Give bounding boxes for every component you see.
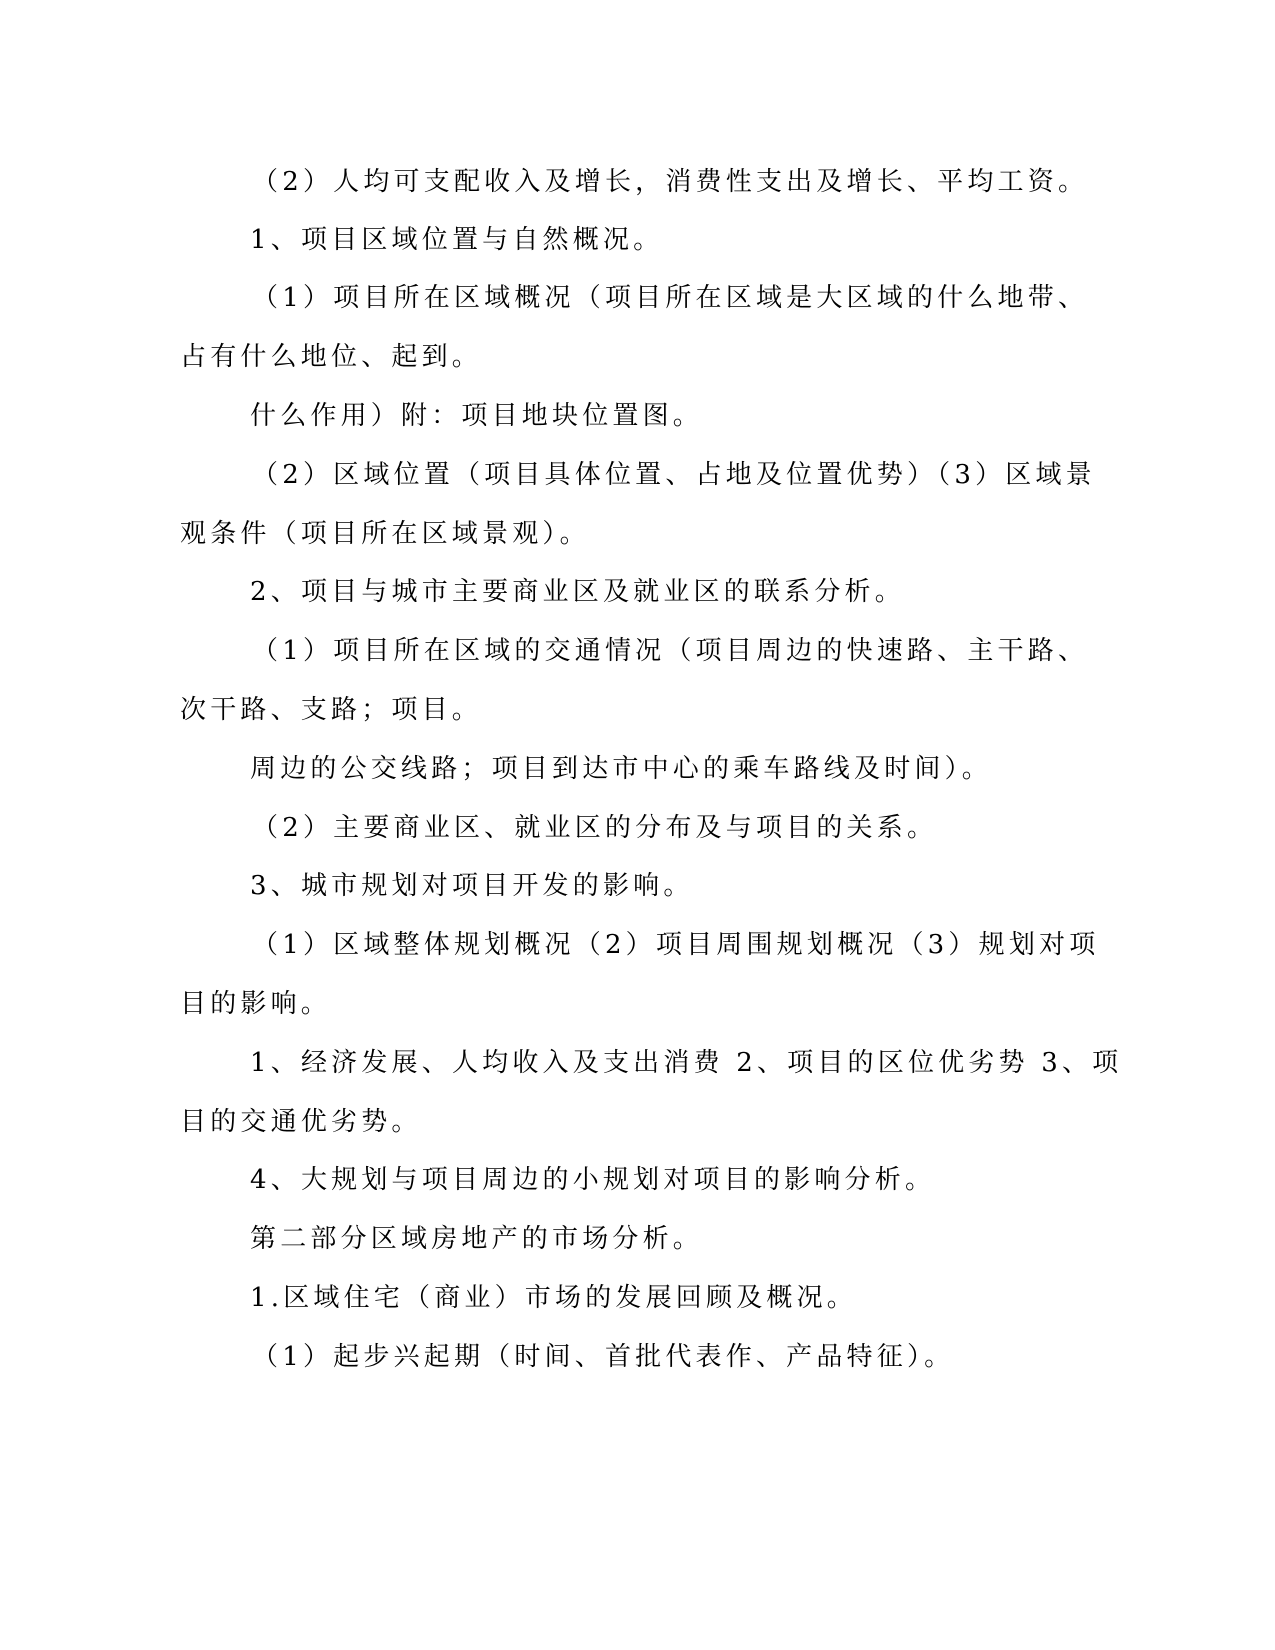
text-line: 目的交通优劣势。: [180, 1107, 422, 1137]
text-line: 什么作用）附：项目地块位置图。: [250, 401, 704, 431]
text-line: （1）项目所在区域的交通情况（项目周边的快速路、主干路、: [252, 636, 1089, 666]
text-line: 次干路、支路；项目。: [180, 695, 483, 725]
text-line: 占有什么地位、起到。: [180, 342, 483, 372]
text-line: 2、项目与城市主要商业区及就业区的联系分析。: [250, 577, 905, 607]
text-line: （1）区域整体规划概况（2）项目周围规划概况（3）规划对项: [252, 930, 1100, 960]
text-line: （1）起步兴起期（时间、首批代表作、产品特征）。: [252, 1342, 955, 1372]
text-line: 目的影响。: [180, 989, 332, 1019]
text-line: （2）人均可支配收入及增长，消费性支出及增长、平均工资。: [252, 167, 1089, 197]
text-line: 1、经济发展、人均收入及支出消费 2、项目的区位优劣势 3、项: [250, 1048, 1123, 1078]
text-line: （1）项目所在区域概况（项目所在区域是大区域的什么地带、: [252, 283, 1089, 313]
text-line: 观条件（项目所在区域景观）。: [180, 519, 590, 549]
text-line: 第二部分区域房地产的市场分析。: [250, 1224, 704, 1254]
text-line: 1、项目区域位置与自然概况。: [250, 225, 664, 255]
text-line: （2）区域位置（项目具体位置、占地及位置优势）（3）区域景: [252, 460, 1096, 490]
text-line: 1.区域住宅（商业）市场的发展回顾及概况。: [250, 1283, 858, 1313]
text-line: 4、大规划与项目周边的小规划对项目的影响分析。: [250, 1165, 936, 1195]
text-line: （2）主要商业区、就业区的分布及与项目的关系。: [252, 813, 938, 843]
text-line: 3、城市规划对项目开发的影响。: [250, 871, 694, 901]
text-line: 周边的公交线路；项目到达市中心的乘车路线及时间）。: [250, 754, 993, 784]
